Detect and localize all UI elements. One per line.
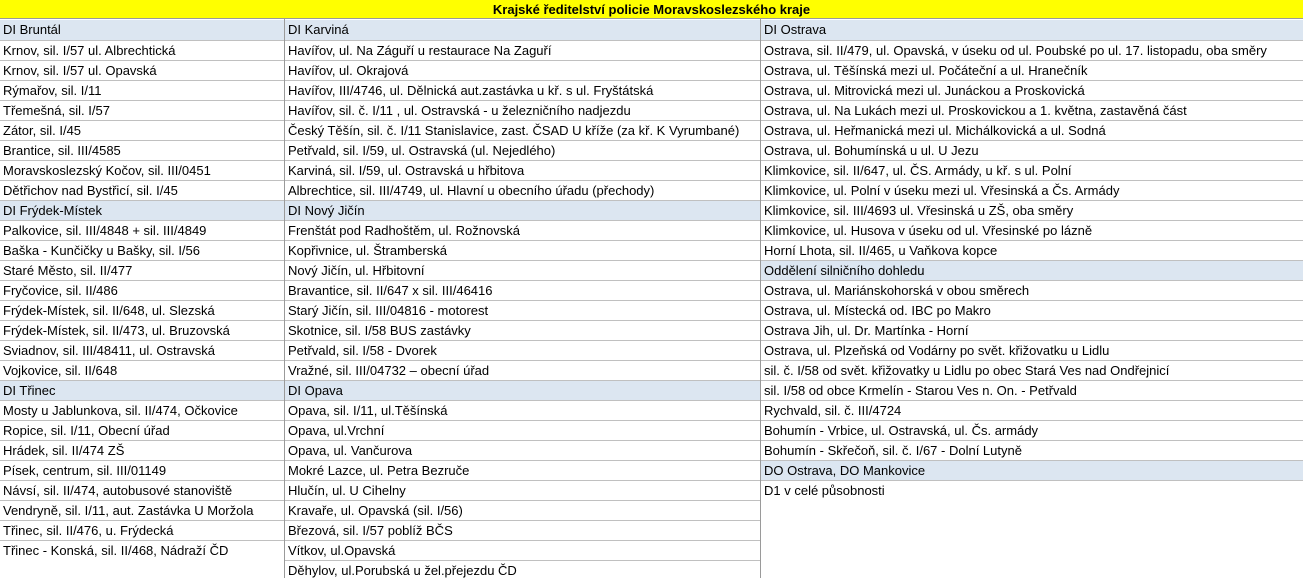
table-cell: Havířov, ul. Na Záguří u restaurace Na Zaguří: [285, 40, 760, 60]
section-header: DI Bruntál: [0, 20, 284, 40]
table-cell: Petřvald, sil. I/58 - Dvorek: [285, 340, 760, 360]
section-header: DI Ostrava: [761, 20, 1303, 40]
table-cell: Vražné, sil. III/04732 – obecní úřad: [285, 360, 760, 380]
table-cell: Klimkovice, sil. III/4693 ul. Vřesinská u ZŠ, oba směry: [761, 200, 1303, 220]
table-cell: Ostrava, ul. Heřmanická mezi ul. Michálkovická a ul. Sodná: [761, 120, 1303, 140]
table-cell: Kravaře, ul. Opavská (sil. I/56): [285, 500, 760, 520]
table-cell: Děhylov, ul.Porubská u žel.přejezdu ČD: [285, 560, 760, 580]
table-cell: Starý Jičín, sil. III/04816 - motorest: [285, 300, 760, 320]
table-cell: Havířov, III/4746, ul. Dělnická aut.zastávka u kř. s ul. Fryštátská: [285, 80, 760, 100]
table-cell: Ostrava, ul. Místecká od. IBC po Makro: [761, 300, 1303, 320]
table-cell: Klimkovice, ul. Husova v úseku od ul. Vřesinské po lázně: [761, 220, 1303, 240]
table-cell: Vendryně, sil. I/11, aut. Zastávka U Moržola: [0, 500, 284, 520]
table-cell: Brantice, sil. III/4585: [0, 140, 284, 160]
table-cell: Rýmařov, sil. I/11: [0, 80, 284, 100]
section-header: Oddělení silničního dohledu: [761, 260, 1303, 280]
table-cell: Vítkov, ul.Opavská: [285, 540, 760, 560]
table-cell: Ostrava Jih, ul. Dr. Martínka - Horní: [761, 320, 1303, 340]
table-cell: Bohumín - Vrbice, ul. Ostravská, ul. Čs. armády: [761, 420, 1303, 440]
section-header: DI Nový Jičín: [285, 200, 760, 220]
table-cell: Třinec - Konská, sil. II/468, Nádraží ČD: [0, 540, 284, 560]
section-header: DI Opava: [285, 380, 760, 400]
table-cell: Ostrava, ul. Těšínská mezi ul. Počáteční a ul. Hranečník: [761, 60, 1303, 80]
table-cell: Klimkovice, sil. II/647, ul. ČS. Armády, u kř. s ul. Polní: [761, 160, 1303, 180]
section-header: DI Frýdek-Místek: [0, 200, 284, 220]
table-cell: Klimkovice, ul. Polní v úseku mezi ul. Vřesinská a Čs. Armády: [761, 180, 1303, 200]
table-cell: Vojkovice, sil. II/648: [0, 360, 284, 380]
table-cell: Březová, sil. I/57 poblíž BČS: [285, 520, 760, 540]
table-cell: Ostrava, sil. II/479, ul. Opavská, v úseku od ul. Poubské po ul. 17. listopadu, oba směry: [761, 40, 1303, 60]
table-cell: Havířov, sil. č. I/11 , ul. Ostravská - u železničního nadjezdu: [285, 100, 760, 120]
table-cell: Dětřichov nad Bystřicí, sil. I/45: [0, 180, 284, 200]
table-cell: Havířov, ul. Okrajová: [285, 60, 760, 80]
section-header: DI Karviná: [285, 20, 760, 40]
table-cell: Písek, centrum, sil. III/01149: [0, 460, 284, 480]
table-cell: Český Těšín, sil. č. I/11 Stanislavice, zast. ČSAD U kříže (za kř. K Vyrumbané): [285, 120, 760, 140]
sheet-title: Krajské ředitelství policie Moravskoslezského kraje: [0, 0, 1303, 19]
table-cell: Skotnice, sil. I/58 BUS zastávky: [285, 320, 760, 340]
table-cell: Fryčovice, sil. II/486: [0, 280, 284, 300]
table-cell: Opava, ul. Vančurova: [285, 440, 760, 460]
table-cell: Ostrava, ul. Plzeňská od Vodárny po svět. křižovatku u Lidlu: [761, 340, 1303, 360]
table-cell: Hlučín, ul. U Cihelny: [285, 480, 760, 500]
table-cell: sil. I/58 od obce Krmelín - Starou Ves n. On. - Petřvald: [761, 380, 1303, 400]
table-cell: Ostrava, ul. Bohumínská u ul. U Jezu: [761, 140, 1303, 160]
table-cell: Krnov, sil. I/57 ul. Albrechtická: [0, 40, 284, 60]
table-cell: Opava, ul.Vrchní: [285, 420, 760, 440]
table-cell: Ostrava, ul. Mitrovická mezi ul. Junáckou a Proskovická: [761, 80, 1303, 100]
table-cell: Moravskoslezský Kočov, sil. III/0451: [0, 160, 284, 180]
column-di-bruntal-frydek-trinec: [0, 20, 284, 560]
table-cell: Zátor, sil. I/45: [0, 120, 284, 140]
column-di-ostrava: [761, 20, 1303, 500]
table-cell: Třemešná, sil. I/57: [0, 100, 284, 120]
table-cell: Petřvald, sil. I/59, ul. Ostravská (ul. Nejedlého): [285, 140, 760, 160]
table-cell: sil. č. I/58 od svět. křižovatky u Lidlu po obec Stará Ves nad Ondřejnicí: [761, 360, 1303, 380]
table-cell: Nový Jičín, ul. Hřbitovní: [285, 260, 760, 280]
table-cell: Bravantice, sil. II/647 x sil. III/46416: [285, 280, 760, 300]
table-cell: Karviná, sil. I/59, ul. Ostravská u hřbitova: [285, 160, 760, 180]
table-cell: Mosty u Jablunkova, sil. II/474, Očkovice: [0, 400, 284, 420]
table-cell: Hrádek, sil. II/474 ZŠ: [0, 440, 284, 460]
table-cell: Frýdek-Místek, sil. II/648, ul. Slezská: [0, 300, 284, 320]
table-cell: Baška - Kunčičky u Bašky, sil. I/56: [0, 240, 284, 260]
table-cell: Ropice, sil. I/11, Obecní úřad: [0, 420, 284, 440]
table-cell: Třinec, sil. II/476, u. Frýdecká: [0, 520, 284, 540]
table-cell: Sviadnov, sil. III/48411, ul. Ostravská: [0, 340, 284, 360]
table-cell: Frenštát pod Radhoštěm, ul. Rožnovská: [285, 220, 760, 240]
section-header: DO Ostrava, DO Mankovice: [761, 460, 1303, 480]
table-cell: Mokré Lazce, ul. Petra Bezruče: [285, 460, 760, 480]
table-cell: Horní Lhota, sil. II/465, u Vaňkova kopce: [761, 240, 1303, 260]
table-cell: Frýdek-Místek, sil. II/473, ul. Bruzovská: [0, 320, 284, 340]
section-header: DI Třinec: [0, 380, 284, 400]
table-cell: Ostrava, ul. Mariánskohorská v obou směrech: [761, 280, 1303, 300]
table-cell: Kopřivnice, ul. Štramberská: [285, 240, 760, 260]
table-cell: Opava, sil. I/11, ul.Těšínská: [285, 400, 760, 420]
table-cell: Krnov, sil. I/57 ul. Opavská: [0, 60, 284, 80]
table-cell: Albrechtice, sil. III/4749, ul. Hlavní u obecního úřadu (přechody): [285, 180, 760, 200]
table-cell: Návsí, sil. II/474, autobusové stanoviště: [0, 480, 284, 500]
table-cell: Ostrava, ul. Na Lukách mezi ul. Proskovickou a 1. května, zastavěná část: [761, 100, 1303, 120]
table-cell: D1 v celé působnosti: [761, 480, 1303, 500]
table-cell: Palkovice, sil. III/4848 + sil. III/4849: [0, 220, 284, 240]
table-cell: Rychvald, sil. č. III/4724: [761, 400, 1303, 420]
table-cell: Staré Město, sil. II/477: [0, 260, 284, 280]
table-cell: Bohumín - Skřečoň, sil. č. I/67 - Dolní Lutyně: [761, 440, 1303, 460]
column-di-karvina-novy-jicin-opava: [285, 20, 760, 580]
